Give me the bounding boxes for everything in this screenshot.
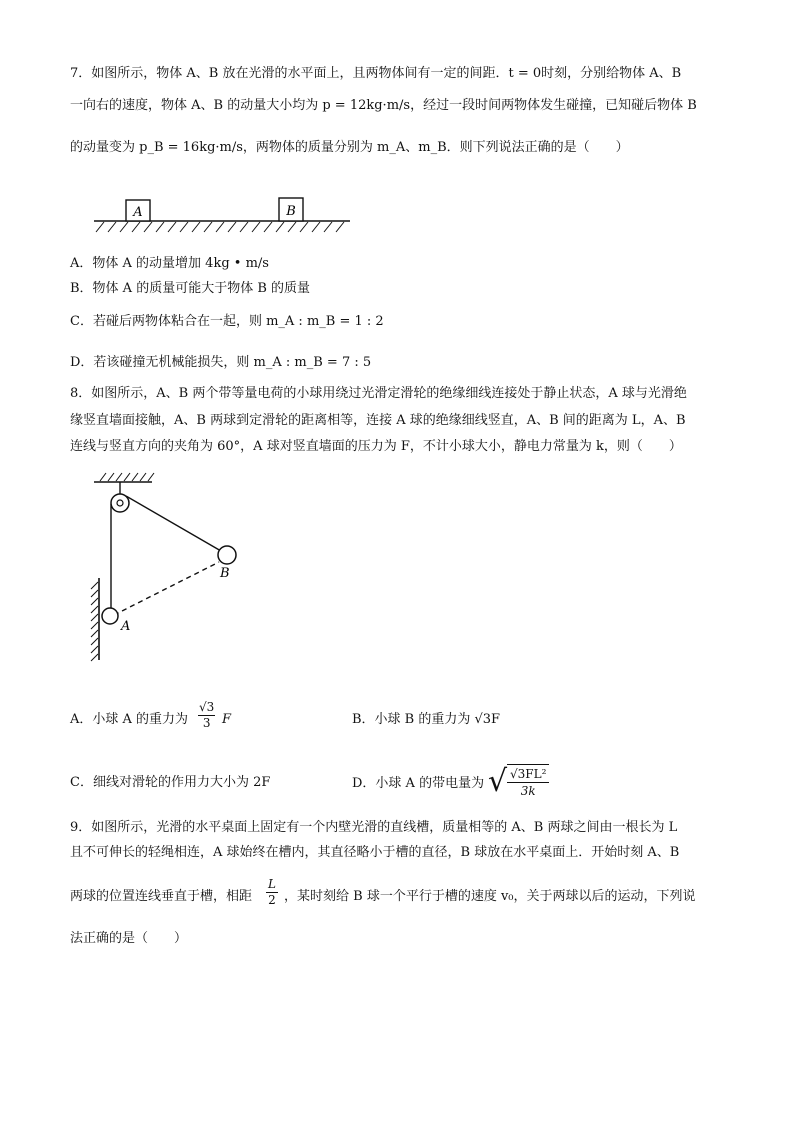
q7-figure bbox=[92, 192, 372, 238]
q7-option-b: B．物体 A 的质量可能大于物体 B 的质量 bbox=[70, 281, 311, 296]
block-b-label: B bbox=[286, 204, 296, 219]
q9-line-3-pre: 两球的位置连线垂直于槽，相距 bbox=[70, 889, 253, 904]
q7-line-1: 7．如图所示，物体 A、B 放在光滑的水平面上，且两物体间有一定的间距．t = 0时刻，分别给物体 A、B bbox=[70, 66, 682, 81]
ball-a bbox=[102, 608, 118, 624]
q8-line-2: 缘竖直墙面接触，A、B 两球到定滑轮的距离相等，连接 A 球的绝缘细线竖直，A、B 间的距离为 L，A、B bbox=[70, 413, 686, 428]
q8-option-d-text: D．小球 A 的带电量为 bbox=[352, 776, 485, 791]
ball-a-label: A bbox=[121, 619, 131, 634]
q7-option-c: C．若碰后两物体粘合在一起，则 m_A : m_B = 1 : 2 bbox=[70, 314, 384, 329]
q9-fraction-denominator: 2 bbox=[268, 893, 276, 907]
q8-option-a-tail: F bbox=[222, 712, 232, 727]
q7-option-d: D．若该碰撞无机械能损失，则 m_A : m_B = 7 : 5 bbox=[70, 355, 372, 370]
q8-option-d-denominator: 3k bbox=[520, 784, 536, 798]
q8-option-a-text: A．小球 A 的重力为 bbox=[70, 712, 189, 727]
q9-fraction-numerator: L bbox=[268, 877, 276, 891]
q9-line-4: 法正确的是（ ） bbox=[70, 931, 188, 946]
q8-line-1: 8．如图所示，A、B 两个带等量电荷的小球用绕过光滑定滑轮的绝缘细线连接处于静止状态，A 球与光滑绝 bbox=[70, 386, 687, 401]
q8-option-b: B．小球 B 的重力为 √3F bbox=[352, 712, 501, 727]
q8-option-d-numerator: √3FL² bbox=[507, 766, 549, 783]
ball-b bbox=[218, 546, 236, 564]
q8-line-3: 连线与竖直方向的夹角为 60°，A 球对竖直墙面的压力为 F，不计小球大小，静电力常量为 k，则（ ） bbox=[70, 439, 682, 454]
block-a-label: A bbox=[133, 205, 143, 220]
ball-b-label: B bbox=[220, 566, 230, 581]
q8-figure bbox=[88, 470, 248, 670]
q8-option-a-numerator: √3 bbox=[199, 700, 215, 714]
q7-line-2: 一向右的速度，物体 A、B 的动量大小均为 p = 12kg·m/s，经过一段时间两物体发生碰撞，已知碰后物体 B bbox=[70, 98, 697, 113]
q8-option-d-fraction bbox=[507, 764, 549, 799]
q9-fraction bbox=[266, 877, 278, 908]
q8-option-a-denominator: 3 bbox=[202, 716, 211, 730]
q7-option-a: A．物体 A 的动量增加 4kg • m/s bbox=[70, 256, 269, 271]
q9-line-3-post: ，某时刻给 B 球一个平行于槽的速度 v₀，关于两球以后的运动，下列说 bbox=[284, 889, 696, 904]
q8-option-a-fraction bbox=[198, 700, 215, 731]
q8-option-c: C．细线对滑轮的作用力大小为 2F bbox=[70, 775, 271, 790]
q7-line-3: 的动量变为 p_B = 16kg·m/s，两物体的质量分别为 m_A、m_B．则下列说法正确的是（ ） bbox=[70, 140, 629, 155]
q9-line-1: 9．如图所示，光滑的水平桌面上固定有一个内壁光滑的直线槽，质量相等的 A、B 两球之间由一根长为 L bbox=[70, 820, 678, 835]
q9-line-2: 且不可伸长的轻绳相连，A 球始终在槽内，其直径略小于槽的直径，B 球放在水平桌面上．开始时刻 A、B bbox=[70, 845, 680, 860]
q8-option-d-radical-icon: √ bbox=[488, 764, 508, 799]
